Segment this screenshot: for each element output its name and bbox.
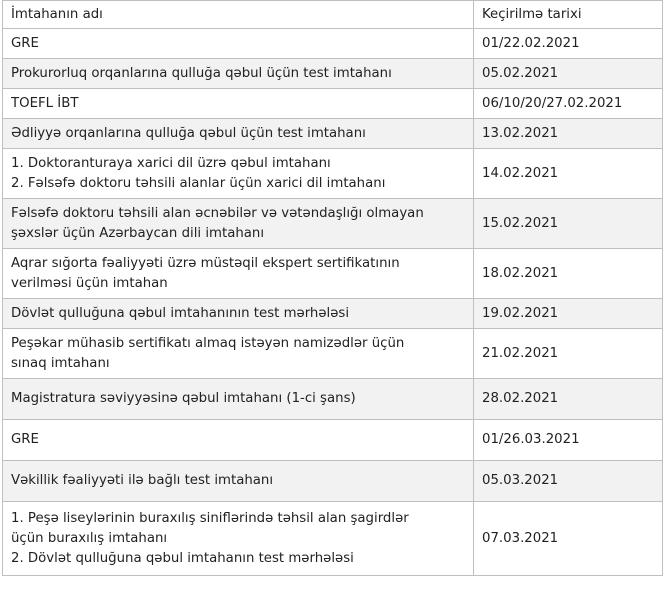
exam-schedule-table-wrapper — [2, 0, 662, 576]
exam-date-cell: 01/22.02.2021 — [474, 29, 663, 59]
exam-name-cell: Peşəkar mühasib sertifikatı almaq istəyən namizədlər üçün sınaq imtahanı — [3, 329, 474, 379]
exam-date-cell: 21.02.2021 — [474, 329, 663, 379]
exam-date-cell: 14.02.2021 — [474, 149, 663, 199]
table-row — [3, 329, 663, 379]
exam-name-cell: GRE — [3, 420, 474, 461]
table-row — [3, 59, 663, 89]
exam-name-cell: Vəkillik fəaliyyəti ilə bağlı test imtahanı — [3, 461, 474, 502]
table-body — [3, 29, 663, 576]
table-row — [3, 299, 663, 329]
table-header — [3, 1, 663, 29]
table-row — [3, 249, 663, 299]
exam-name-cell: 1. Peşə liseylərinin buraxılış siniflərində təhsil alan şagirdlər üçün buraxılış imtahanı 2. Dövlət qulluğuna qəbul imtahanın test mərhələsi — [3, 502, 474, 576]
exam-name-cell: GRE — [3, 29, 474, 59]
table-row — [3, 502, 663, 576]
table-row — [3, 89, 663, 119]
exam-date-cell: 15.02.2021 — [474, 199, 663, 249]
exam-date-cell: 13.02.2021 — [474, 119, 663, 149]
exam-date-cell: 05.02.2021 — [474, 59, 663, 89]
header-exam-date: Keçirilmə tarixi — [474, 1, 663, 29]
table-row — [3, 149, 663, 199]
exam-name-cell: Prokurorluq orqanlarına qulluğa qəbul üçün test imtahanı — [3, 59, 474, 89]
table-row — [3, 420, 663, 461]
exam-date-cell: 01/26.03.2021 — [474, 420, 663, 461]
exam-date-cell: 07.03.2021 — [474, 502, 663, 576]
table-row — [3, 119, 663, 149]
exam-name-cell: Fəlsəfə doktoru təhsili alan əcnəbilər və vətəndaşlığı olmayan şəxslər üçün Azərbaycan dili imtahanı — [3, 199, 474, 249]
header-row — [3, 1, 663, 29]
table-row — [3, 29, 663, 59]
exam-date-cell: 05.03.2021 — [474, 461, 663, 502]
exam-name-cell: Dövlət qulluğuna qəbul imtahanının test mərhələsi — [3, 299, 474, 329]
exam-date-cell: 06/10/20/27.02.2021 — [474, 89, 663, 119]
exam-name-cell: TOEFL İBT — [3, 89, 474, 119]
exam-name-cell: Ədliyyə orqanlarına qulluğa qəbul üçün test imtahanı — [3, 119, 474, 149]
table-row — [3, 199, 663, 249]
exam-date-cell: 28.02.2021 — [474, 379, 663, 420]
header-exam-name: İmtahanın adı — [3, 1, 474, 29]
exam-name-cell: 1. Doktoranturaya xarici dil üzrə qəbul imtahanı 2. Fəlsəfə doktoru təhsili alanlar üçün xarici dil imtahanı — [3, 149, 474, 199]
exam-schedule-table — [2, 0, 663, 576]
exam-date-cell: 18.02.2021 — [474, 249, 663, 299]
table-row — [3, 461, 663, 502]
table-row — [3, 379, 663, 420]
exam-name-cell: Aqrar sığorta fəaliyyəti üzrə müstəqil ekspert sertifikatının verilməsi üçün imtahan — [3, 249, 474, 299]
exam-date-cell: 19.02.2021 — [474, 299, 663, 329]
exam-name-cell: Magistratura səviyyəsinə qəbul imtahanı (1-ci şans) — [3, 379, 474, 420]
